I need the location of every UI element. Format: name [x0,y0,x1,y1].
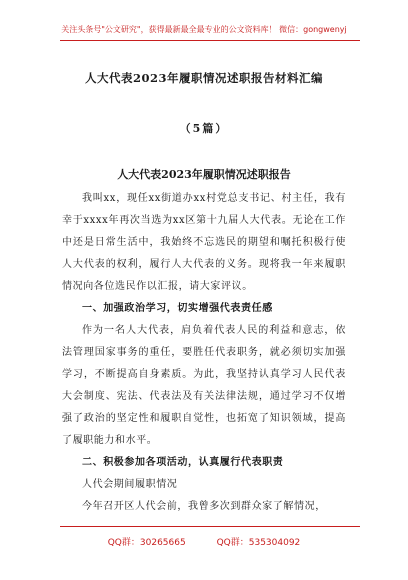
section-title: 人大代表2023年履职情况述职报告 [117,168,291,181]
footer-divider [60,526,360,527]
paragraph-heading: 一、加强政治学习，切实增强代表责任感 [82,303,273,314]
document-body [62,188,346,518]
paragraph: 今年召开区人代会前，我曾多次到群众家了解情况， [82,501,326,512]
paragraph-heading: 二、积极参加各项活动，认真履行代表职责 [82,457,284,468]
document-title: 人大代表2023年履职情况述职报告材料汇编 [84,71,323,85]
header-divider [60,40,360,41]
footer-qq-group-1: QQ群：30265665 [107,538,186,548]
footer-contact [0,535,408,548]
paragraph: 我叫xx，现任xx街道办xx村党总支书记、村主任，我有幸于xxxx年再次当选为xx区第十九届人大代表。无论在工作中还是日常生活中，我始终不忘选民的期望和嘱托积极行使人大代表的权利，履行人大代表的义务。现将我一年来履职情况向各位选民作以汇报，请大家评议。 [62,193,346,292]
document-count: （5篇） [179,122,229,135]
paragraph: 作为一名人大代表，肩负着代表人民的利益和意志，依法管理国家事务的重任，要胜任代表职务，就必须切实加强学习，不断提高自身素质。为此，我坚持认真学习人民代表大会制度、宪法、代表法及有关法律法规，通过学习不仅增强了政治的坚定性和履职自觉性，也拓宽了知识领域，提高了履职能力和水平。 [62,325,346,446]
paragraph: 人代会期间履职情况 [82,479,178,490]
header-notice: 关注头条号"公文研究"，获得最新最全最专业的公文资料库！ 微信：gongwenyj [61,25,347,34]
footer-qq-group-2: QQ群：535304092 [216,538,301,548]
